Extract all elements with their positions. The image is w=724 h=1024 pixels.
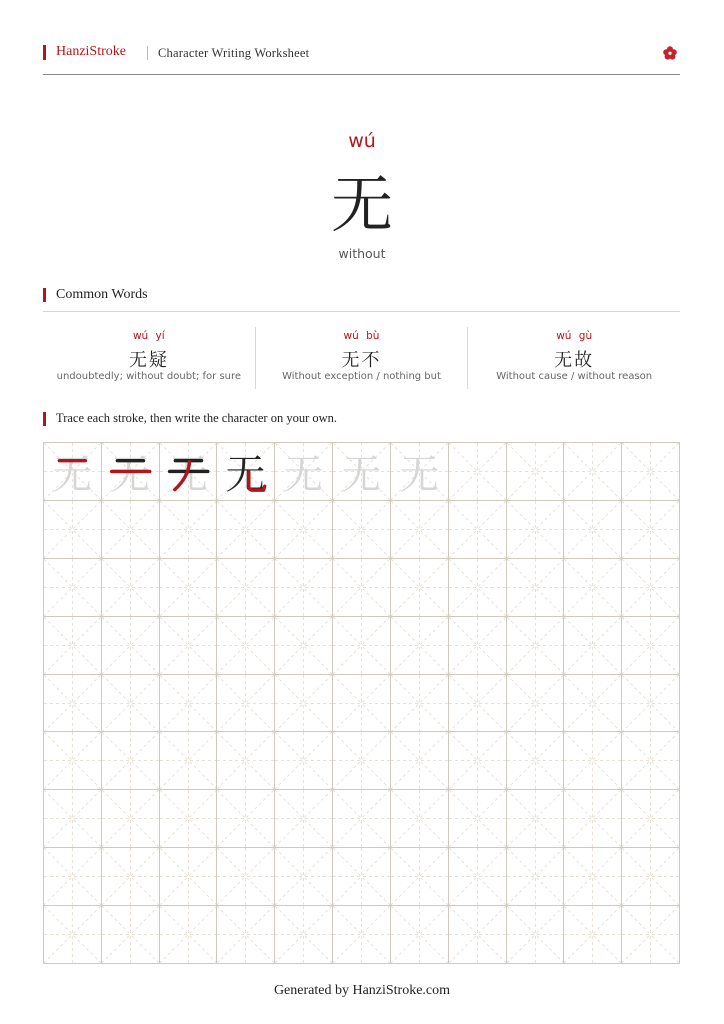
brand-accent-bar (43, 45, 46, 60)
cell-guide-lines (449, 732, 506, 789)
practice-cell[interactable] (507, 732, 565, 790)
cell-guide-lines (449, 501, 506, 558)
practice-cell[interactable] (44, 559, 102, 617)
trace-character (391, 443, 448, 500)
cell-guide-lines (217, 617, 274, 674)
practice-cell[interactable] (275, 675, 333, 733)
practice-cell[interactable] (102, 617, 160, 675)
cell-guide-lines (564, 675, 621, 732)
cell-guide-lines (391, 617, 448, 674)
character-glyph: 无 (225, 451, 266, 498)
cell-guide-lines (44, 559, 101, 616)
practice-cell[interactable] (102, 848, 160, 906)
practice-cell[interactable] (564, 501, 622, 559)
common-words-title: Common Words (56, 287, 148, 302)
stroke-step-2 (102, 443, 159, 500)
practice-cell[interactable] (507, 675, 565, 733)
word-pinyin: wú yí (132, 330, 165, 342)
cell-guide-lines (391, 790, 448, 847)
character-glyph: 无 (168, 451, 208, 498)
practice-cell[interactable] (391, 675, 449, 733)
practice-cell[interactable] (449, 732, 507, 790)
footer-credit: Generated by HanziStroke.com (273, 983, 451, 998)
practice-cell[interactable] (275, 443, 333, 501)
practice-cell[interactable] (449, 790, 507, 848)
word-item (43, 327, 255, 389)
practice-cell[interactable] (217, 617, 275, 675)
practice-cell[interactable] (44, 617, 102, 675)
worksheet-header (43, 42, 680, 75)
cell-guide-lines (564, 443, 621, 500)
practice-instruction: Trace each stroke, then write the character on your own. (56, 411, 338, 425)
practice-cell[interactable] (391, 906, 449, 964)
word-pinyin: wú bù (343, 330, 380, 342)
practice-cell[interactable] (44, 501, 102, 559)
cell-guide-lines (449, 617, 506, 674)
practice-cell[interactable] (217, 790, 275, 848)
practice-cell[interactable] (564, 675, 622, 733)
word-meaning: Without exception / nothing but (282, 371, 441, 382)
brand-name[interactable]: HanziStroke (56, 44, 126, 59)
cell-guide-lines (217, 559, 274, 616)
practice-cell[interactable] (622, 848, 680, 906)
practice-cell[interactable] (333, 559, 391, 617)
practice-cell[interactable] (44, 675, 102, 733)
practice-cell[interactable] (275, 501, 333, 559)
plum-blossom-icon (662, 45, 678, 61)
practice-cell[interactable] (102, 443, 160, 501)
cell-guide-lines (564, 790, 621, 847)
cell-guide-lines (622, 906, 679, 963)
cell-guide-lines (564, 848, 621, 905)
cell-guide-lines (275, 848, 332, 905)
practice-cell[interactable] (622, 675, 680, 733)
practice-cell[interactable] (622, 559, 680, 617)
cell-guide-lines (622, 790, 679, 847)
practice-cell[interactable] (160, 848, 218, 906)
cell-guide-lines (622, 559, 679, 616)
practice-cell[interactable] (160, 790, 218, 848)
cell-guide-lines (507, 443, 564, 500)
practice-cell[interactable] (102, 501, 160, 559)
practice-cell[interactable] (275, 617, 333, 675)
cell-guide-lines (160, 559, 217, 616)
cell-guide-lines (391, 732, 448, 789)
cell-guide-lines (449, 443, 506, 500)
character-hanzi: 无 (330, 168, 393, 241)
practice-cell[interactable] (507, 559, 565, 617)
character-glyph: 无 (341, 451, 382, 498)
cell-guide-lines (217, 501, 274, 558)
practice-cell[interactable] (160, 732, 218, 790)
practice-cell[interactable] (507, 906, 565, 964)
section-divider (43, 311, 680, 312)
practice-cell[interactable] (449, 906, 507, 964)
cell-guide-lines (333, 790, 390, 847)
cell-guide-lines (507, 675, 564, 732)
practice-cell[interactable] (102, 790, 160, 848)
cell-guide-lines (564, 501, 621, 558)
stroke-step-1 (44, 443, 101, 500)
practice-cell[interactable] (44, 732, 102, 790)
word-pinyin: wú gù (556, 330, 593, 342)
cell-guide-lines (391, 906, 448, 963)
word-item (467, 327, 680, 389)
cell-guide-lines (217, 906, 274, 963)
practice-cell[interactable] (564, 848, 622, 906)
cell-guide-lines (333, 906, 390, 963)
cell-guide-lines (102, 501, 159, 558)
practice-cell[interactable] (160, 675, 218, 733)
practice-cell[interactable] (507, 617, 565, 675)
practice-cell[interactable] (44, 848, 102, 906)
cell-guide-lines (160, 732, 217, 789)
cell-guide-lines (44, 501, 101, 558)
common-words-list (43, 327, 680, 389)
practice-cell[interactable] (564, 617, 622, 675)
cell-guide-lines (217, 790, 274, 847)
cell-guide-lines (449, 906, 506, 963)
practice-cell[interactable] (275, 559, 333, 617)
cell-guide-lines (333, 559, 390, 616)
practice-cell[interactable] (622, 443, 680, 501)
practice-cell[interactable] (44, 790, 102, 848)
character-pinyin: wú (348, 130, 376, 152)
practice-cell[interactable] (217, 501, 275, 559)
cell-guide-lines (564, 906, 621, 963)
practice-cell[interactable] (102, 559, 160, 617)
practice-cell[interactable] (160, 617, 218, 675)
practice-cell[interactable] (391, 617, 449, 675)
cell-guide-lines (449, 559, 506, 616)
cell-guide-lines (102, 790, 159, 847)
cell-guide-lines (391, 501, 448, 558)
cell-guide-lines (160, 848, 217, 905)
cell-guide-lines (102, 559, 159, 616)
practice-cell[interactable] (160, 559, 218, 617)
cell-guide-lines (507, 501, 564, 558)
practice-cell[interactable] (333, 675, 391, 733)
cell-guide-lines (391, 848, 448, 905)
practice-cell[interactable] (449, 443, 507, 501)
practice-cell[interactable] (217, 906, 275, 964)
cell-guide-lines (333, 732, 390, 789)
practice-cell[interactable] (217, 675, 275, 733)
practice-grid (43, 442, 680, 964)
cell-guide-lines (275, 790, 332, 847)
practice-cell[interactable] (564, 443, 622, 501)
practice-cell[interactable] (102, 906, 160, 964)
practice-cell[interactable] (564, 906, 622, 964)
cell-guide-lines (44, 675, 101, 732)
practice-cell[interactable] (217, 848, 275, 906)
practice-cell[interactable] (449, 617, 507, 675)
cell-guide-lines (102, 732, 159, 789)
cell-guide-lines (622, 732, 679, 789)
cell-guide-lines (217, 848, 274, 905)
cell-guide-lines (102, 906, 159, 963)
cell-guide-lines (160, 906, 217, 963)
practice-cell[interactable] (333, 443, 391, 501)
practice-cell[interactable] (102, 675, 160, 733)
worksheet-subtitle: Character Writing Worksheet (158, 46, 310, 60)
practice-cell[interactable] (622, 501, 680, 559)
word-item (255, 327, 468, 389)
practice-cell[interactable] (275, 906, 333, 964)
cell-guide-lines (44, 906, 101, 963)
stroke-step-complete (217, 443, 274, 500)
practice-cell[interactable] (44, 906, 102, 964)
cell-guide-lines (507, 559, 564, 616)
cell-guide-lines (160, 675, 217, 732)
practice-cell[interactable] (275, 790, 333, 848)
cell-guide-lines (44, 732, 101, 789)
practice-cell[interactable] (507, 848, 565, 906)
cell-guide-lines (564, 617, 621, 674)
practice-cell[interactable] (391, 501, 449, 559)
character-glyph: 无 (52, 451, 93, 498)
practice-cell[interactable] (217, 732, 275, 790)
header-divider (147, 46, 148, 60)
practice-cell[interactable] (333, 906, 391, 964)
cell-guide-lines (44, 617, 101, 674)
section-accent-bar (43, 288, 46, 302)
cell-guide-lines (333, 675, 390, 732)
practice-cell[interactable] (333, 501, 391, 559)
cell-guide-lines (507, 790, 564, 847)
practice-cell[interactable] (275, 848, 333, 906)
cell-guide-lines (44, 790, 101, 847)
cell-guide-lines (391, 559, 448, 616)
trace-character (275, 443, 332, 500)
character-glyph: 无 (283, 451, 324, 498)
cell-guide-lines (275, 675, 332, 732)
practice-cell[interactable] (333, 617, 391, 675)
practice-cell[interactable] (622, 617, 680, 675)
cell-guide-lines (102, 675, 159, 732)
practice-cell[interactable] (449, 848, 507, 906)
cell-guide-lines (622, 617, 679, 674)
practice-cell[interactable] (622, 906, 680, 964)
practice-cell[interactable] (564, 559, 622, 617)
word-meaning: Without cause / without reason (496, 371, 653, 382)
character-glyph: 无 (399, 451, 440, 498)
stroke-step-3 (160, 443, 217, 500)
practice-cell[interactable] (333, 732, 391, 790)
cell-guide-lines (160, 501, 217, 558)
trace-character (333, 443, 390, 500)
cell-guide-lines (622, 848, 679, 905)
cell-guide-lines (333, 617, 390, 674)
cell-guide-lines (564, 732, 621, 789)
cell-guide-lines (622, 501, 679, 558)
section-accent-bar (43, 412, 46, 426)
cell-guide-lines (102, 848, 159, 905)
practice-cell[interactable] (622, 790, 680, 848)
practice-cell[interactable] (160, 906, 218, 964)
cell-guide-lines (275, 732, 332, 789)
cell-guide-lines (507, 906, 564, 963)
cell-guide-lines (160, 617, 217, 674)
practice-cell[interactable] (333, 790, 391, 848)
practice-cell[interactable] (449, 675, 507, 733)
cell-guide-lines (333, 501, 390, 558)
cell-guide-lines (622, 443, 679, 500)
practice-cell[interactable] (507, 443, 565, 501)
practice-cell[interactable] (564, 790, 622, 848)
cell-guide-lines (449, 848, 506, 905)
cell-guide-lines (333, 848, 390, 905)
word-meaning: undoubtedly; without doubt; for sure (56, 371, 242, 382)
character-meaning: without (338, 246, 386, 261)
practice-cell[interactable] (507, 790, 565, 848)
cell-guide-lines (102, 617, 159, 674)
word-hanzi: 无不 (341, 350, 382, 371)
practice-cell[interactable] (449, 559, 507, 617)
cell-guide-lines (275, 559, 332, 616)
word-hanzi: 无疑 (128, 350, 169, 371)
cell-guide-lines (507, 617, 564, 674)
cell-guide-lines (160, 790, 217, 847)
cell-guide-lines (622, 675, 679, 732)
cell-guide-lines (275, 501, 332, 558)
practice-cell[interactable] (391, 559, 449, 617)
practice-cell[interactable] (391, 848, 449, 906)
practice-cell[interactable] (391, 732, 449, 790)
practice-cell[interactable] (102, 732, 160, 790)
practice-cell[interactable] (333, 848, 391, 906)
cell-guide-lines (507, 848, 564, 905)
cell-guide-lines (275, 906, 332, 963)
practice-cell[interactable] (564, 732, 622, 790)
practice-cell[interactable] (449, 501, 507, 559)
cell-guide-lines (275, 617, 332, 674)
character-glyph: 无 (110, 451, 151, 498)
practice-cell[interactable] (160, 501, 218, 559)
cell-guide-lines (44, 848, 101, 905)
practice-cell[interactable] (622, 732, 680, 790)
cell-guide-lines (507, 732, 564, 789)
cell-guide-lines (564, 559, 621, 616)
cell-guide-lines (449, 790, 506, 847)
practice-cell[interactable] (391, 790, 449, 848)
cell-guide-lines (449, 675, 506, 732)
practice-cell[interactable] (507, 501, 565, 559)
practice-cell[interactable] (160, 443, 218, 501)
practice-cell[interactable] (44, 443, 102, 501)
practice-cell[interactable] (275, 732, 333, 790)
cell-guide-lines (391, 675, 448, 732)
cell-guide-lines (217, 675, 274, 732)
cell-guide-lines (217, 732, 274, 789)
practice-cell[interactable] (217, 559, 275, 617)
practice-cell[interactable] (217, 443, 275, 501)
word-hanzi: 无故 (554, 350, 595, 371)
practice-cell[interactable] (391, 443, 449, 501)
